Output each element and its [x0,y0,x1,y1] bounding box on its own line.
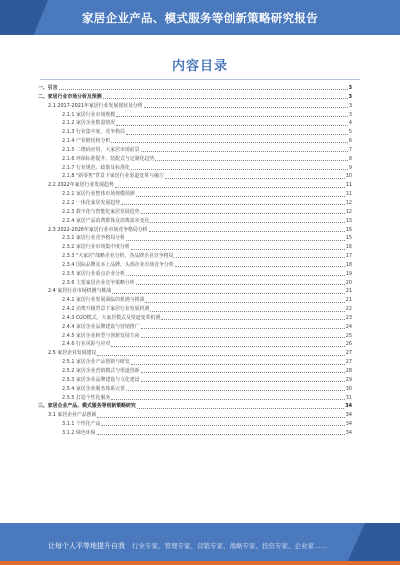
toc-entry-label: 2.4.2 消费升级背景下家居行业发展机遇 [62,306,150,313]
toc-entry[interactable] [38,402,352,410]
toc-entry-page: 5 [348,129,352,136]
toc-leader-dots [155,160,348,161]
toc-entry-page: 26 [345,341,352,348]
toc-leader-dots [126,240,345,241]
toc-entry-label: 2.1 2017-2021年家居行业发展现状及分析 [48,102,143,109]
toc-leader-dots [149,231,345,232]
toc-leader-dots [131,249,345,250]
toc-leader-dots [115,187,345,188]
toc-entry-page: 34 [345,429,352,436]
toc-entry-page: 13 [345,217,352,224]
toc-entry[interactable] [38,261,352,269]
toc-entry-label: 2.5.5 打造个性化服务 [62,394,111,401]
toc-entry[interactable] [38,385,352,393]
toc-entry-label: 2.3.6 主要家居企业竞争策略分析 [62,279,135,286]
toc-entry[interactable] [38,226,352,234]
toc-entry-page: 23 [345,314,352,321]
toc-entry-label: 2.5 家居企业发展建议 [48,350,97,357]
toc-entry[interactable] [38,270,352,278]
toc-leader-dots [174,257,344,258]
toc-leader-dots [126,275,345,276]
toc-entry-label: 2.1.3 行业集中度、竞争格局 [62,129,125,136]
toc-leader-dots [103,98,348,99]
toc-entry-label: 2.5.1 家居企业产品创新与研发 [62,359,130,366]
toc-entry[interactable] [38,172,352,180]
toc-entry-label: 2.4.4 家居企业品牌建设与营销推广 [62,323,140,330]
toc-entry-page: 16 [345,244,352,251]
toc-entry[interactable] [38,234,352,242]
toc-entry-label: 一、引言 [38,85,58,91]
toc-entry-label: 2.4 家居行业市场机遇与挑战 [48,288,112,295]
toc-entry[interactable] [38,164,352,172]
toc-entry[interactable] [38,119,352,127]
toc-leader-dots [97,417,344,418]
toc-entry[interactable] [38,84,352,92]
toc-entry-page: 34 [345,403,352,410]
toc-entry-label: 2.4.3 O2O模式、大家居模式及渠道变革机遇 [62,314,161,321]
toc-entry[interactable] [38,367,352,375]
toc-entry[interactable] [38,146,352,154]
toc-entry-page: 25 [345,332,352,339]
toc-entry-label: 2.1.1 家居行业市场规模 [62,111,116,118]
toc-title: 内容目录 [171,59,228,74]
toc-leader-dots [141,381,345,382]
toc-leader-dots [141,372,345,373]
toc-entry-page: 11 [345,191,352,198]
toc-entry-page: 6 [348,138,352,145]
toc-entry[interactable] [38,155,352,163]
toc-entry[interactable] [38,111,352,119]
toc-entry-label: 2.4.1 家居行业发展面临的机遇与挑战 [62,297,145,304]
toc-leader-dots [111,399,345,400]
toc-entry-label: 二、家居行业市场分析及预测 [38,93,102,100]
toc-entry[interactable] [38,314,352,322]
toc-leader-dots [141,151,348,152]
toc-entry-label: 2.1.7 行业规范、政策及标准化 [62,164,130,171]
toc-divider [40,79,360,80]
toc-entry-page: 31 [345,394,352,401]
toc-entry[interactable] [38,394,352,402]
toc-entry-page: 8 [348,155,352,162]
toc-entry-page: 21 [345,297,352,304]
toc-entry-page: 19 [345,270,352,277]
toc-leader-dots [150,222,344,223]
toc-entry-label: 2.4.6 行业风险与应对 [62,341,111,348]
toc-entry-page: 11 [345,182,352,189]
toc-entry[interactable] [38,340,352,348]
toc-entry-page: 3 [348,102,352,109]
toc-leader-dots [101,425,344,426]
toc-entry-label: 2.4.5 家居企业转型与创新发展方向 [62,332,140,339]
toc-entry-label: 2.3.4 国际品牌及本土品牌、头部企业市场竞争分析 [62,261,174,268]
toc-entry-page: 18 [345,261,352,268]
toc-entry-page: 15 [345,235,352,242]
toc-leader-dots [141,213,345,214]
footer-tagline: 行业专家、管理专家、营销专家、战略专家、投资专家、企业家…… [132,542,327,550]
toc-entry-page: 12 [345,208,352,215]
toc-entry[interactable] [38,296,352,304]
toc-leader-dots [145,302,344,303]
toc-leader-dots [131,169,348,170]
toc-entry-page: 4 [348,120,352,127]
toc-entry-label: 2.1.5 二维码应用、大家居市场前景 [62,146,140,153]
toc-entry-label: 2.3 2022-2026年家居行业市场竞争格局分析 [48,226,148,233]
toc-entry-page: 10 [345,173,352,180]
toc-leader-dots [136,196,345,197]
toc-entry-label: 2.5.3 家居企业品牌建设与文化建设 [62,376,140,383]
toc-entry[interactable] [38,190,352,198]
toc-entry-label: 2.3.3 "大家居"战略企业分析、各品牌企业竞争格局 [62,253,174,260]
footer-edge [0,561,400,565]
toc-entry[interactable] [38,128,352,136]
footer-slogan: 让每个人平等地提升自我 [48,542,125,550]
toc-entry-page: 34 [345,421,352,428]
toc-entry-page: 27 [345,350,352,357]
toc-entry[interactable] [38,332,352,340]
toc-entry[interactable] [38,199,352,207]
toc-entry-label: 2.2.4 家居产品消费群体及消费需求变化 [62,217,150,224]
toc-leader-dots [150,311,344,312]
toc-entry[interactable] [38,287,352,295]
toc-leader-dots [141,328,345,329]
toc-entry-page: 12 [345,199,352,206]
toc-leader-dots [116,125,348,126]
toc-leader-dots [175,266,345,267]
toc-entry[interactable] [38,93,352,101]
toc-entry[interactable] [38,102,352,110]
toc-entry-label: 2.2.3 数字化与智能化家居发展趋势 [62,208,140,215]
toc-entry-page: 20 [345,279,352,286]
toc-entry[interactable] [38,243,352,251]
toc-leader-dots [136,284,345,285]
toc-entry-page: 24 [345,323,352,330]
toc-entry-page: 22 [345,306,352,313]
toc-entry-page: 21 [345,288,352,295]
toc-entry[interactable] [38,208,352,216]
toc-entry[interactable] [38,305,352,313]
toc-entry-label: 3.1.1 个性化产品 [62,421,101,428]
toc-leader-dots [112,293,345,294]
toc-leader-dots [141,337,345,338]
toc-entry-label: 2.2.1 家居行业整体市场规模预测 [62,191,135,198]
toc-entry[interactable] [38,429,352,437]
toc-entry-label: 3.1 家居企业产品创新 [48,412,97,419]
toc-leader-dots [126,134,348,135]
toc-leader-dots [137,408,344,409]
toc-leader-dots [111,346,345,347]
toc-leader-dots [97,355,344,356]
toc-entry-label: 2.2.2 一体化家居发展趋势 [62,199,121,206]
toc-entry-page: 27 [345,359,352,366]
toc-leader-dots [121,204,345,205]
toc-entry-page: 29 [345,376,352,383]
toc-entry-label: 三、家居企业产品、模式服务等创新策略研究 [38,403,136,410]
toc-leader-dots [111,142,348,143]
toc-entry-page: 3 [348,93,352,100]
toc-entry-label: 2.3.5 家居行业重点企业分析 [62,270,125,277]
toc-entry-page: 3 [348,85,352,91]
toc-leader-dots [165,178,345,179]
toc-leader-dots [59,89,348,90]
toc-entry[interactable] [38,420,352,428]
toc-entry[interactable] [38,376,352,384]
toc-leader-dots [116,116,348,117]
toc-entry[interactable] [38,411,352,419]
toc-entry-label: 3.1.2 绿色环保 [62,429,96,436]
toc-entry[interactable] [38,181,352,189]
toc-entry[interactable] [38,252,352,260]
toc-entry-label: 2.5.4 家居企业服务体系完善 [62,385,125,392]
toc-entry-label: 2.1.2 家居企业数量情况 [62,120,116,127]
toc-entry-label: 2.1.6 环保标准提升、装配式与定制化趋势 [62,155,155,162]
toc-leader-dots [97,434,345,435]
toc-entry-label: 2.5.2 家居企业营销模式与渠道创新 [62,368,140,374]
toc-entry-page: 17 [345,253,352,260]
toc-entry[interactable] [38,279,352,287]
toc-entry-page: 9 [348,164,352,171]
toc-entry-page: 28 [345,368,352,374]
toc-entry-label: 2.3.1 家居行业竞争格局分析 [62,235,125,242]
toc-entry[interactable] [38,358,352,366]
toc-entry-page: 34 [345,412,352,419]
toc-leader-dots [161,319,345,320]
toc-entry-label: 2.1.4 产业链结构分析 [62,138,111,145]
report-title: 家居企业产品、模式服务等创新策略研究报告 [82,11,318,25]
toc-entry-label: 2.3.2 家居行业市场集中度分析 [62,244,130,251]
toc-entry-page: 3 [348,111,352,118]
toc-entry[interactable] [38,217,352,225]
toc-entry-page: 7 [348,146,352,153]
toc-entry-label: 2.1.8 "新零售"背景下家居行业渠道变革与融合 [62,173,164,180]
toc-entry-page: 30 [345,385,352,392]
toc-entry-page: 15 [345,226,352,233]
table-of-contents [38,84,352,438]
toc-leader-dots [126,390,345,391]
toc-leader-dots [144,107,348,108]
toc-entry[interactable] [38,349,352,357]
toc-entry[interactable] [38,323,352,331]
toc-entry[interactable] [38,137,352,145]
toc-leader-dots [131,364,345,365]
toc-entry-label: 2.2 2022年家居行业发展趋势 [48,182,114,189]
